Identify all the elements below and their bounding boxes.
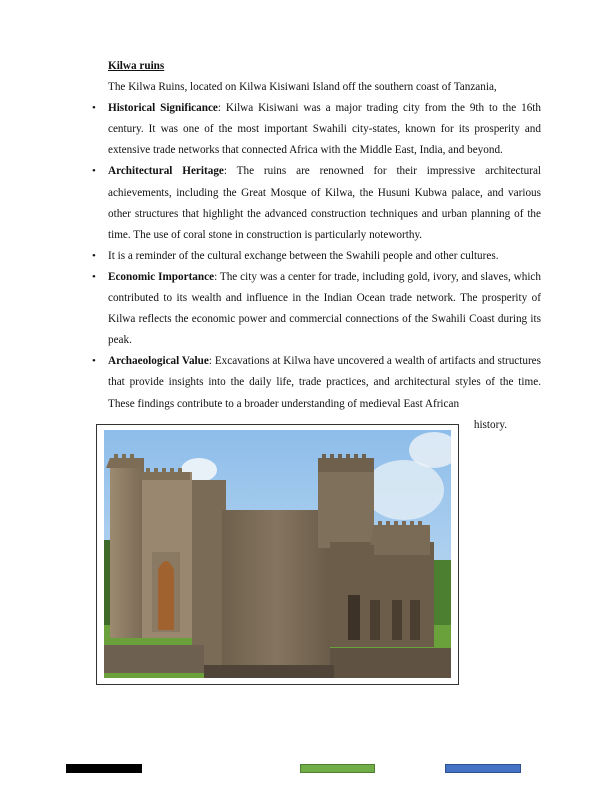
- section-heading: Kilwa ruins: [108, 60, 165, 72]
- bullet-item-cultural-exchange: [92, 246, 541, 267]
- bullet-term: Economic Importance: [108, 270, 215, 283]
- bullet-text: : The ruins are renowned for their impressive architectural achievements, including the Great Mosque of Kilwa, the Husuni Kubwa palace, and various other structures that highlight the advanced construction techniques and urban planning of the time. The use of coral stone in construction is particularly noteworthy.: [108, 165, 542, 241]
- bullet-text: : The city was a center for trade, including gold, ivory, and slaves, which contributed to its wealth and influence in the Indian Ocean trade network. The prosperity of Kilwa reflects the economic power and commercial connections of the Swahili Coast during its peak.: [108, 270, 541, 347]
- bullet-icon: •: [92, 102, 96, 115]
- bullet-text: It is a reminder of the cultural exchange between the Swahili people and other cultures.: [108, 249, 499, 262]
- intro-paragraph: The Kilwa Ruins, located on Kilwa Kisiwani Island off the southern coast of Tanzania,: [108, 81, 497, 94]
- bullet-list: [92, 98, 542, 436]
- kilwa-ruins-photo: [104, 430, 451, 678]
- figure-frame: [96, 424, 459, 685]
- bullet-icon: •: [92, 355, 96, 368]
- bullet-text: : Excavations at Kilwa have uncovered a wealth of artifacts and structures that provide insights into the daily life, trade practices, and architectural styles of the time. These findings contribute to a broader understanding of medieval East African: [108, 355, 541, 410]
- bullet-item-historical-significance: [92, 98, 541, 161]
- ruins-illustration-icon: [104, 430, 451, 678]
- bullet-item-architectural-heritage: [92, 161, 542, 245]
- footer-bar-blue: [445, 764, 521, 773]
- bullet-item-economic-importance: [92, 267, 541, 351]
- footer-bar-black: [66, 764, 142, 773]
- bullet-term: Historical Significance: [108, 102, 218, 115]
- document-body: [92, 56, 542, 436]
- bullet-text: : Kilwa Kisiwani was a major trading city from the 9th to the 16th century. It was one of the most important Swahili city-states, known for its prosperity and extensive trade networks that connected Africa with the Middle East, India, and beyond.: [108, 102, 541, 157]
- bullet-icon: •: [92, 165, 96, 178]
- footer-bar-green: [300, 764, 375, 773]
- bullet-icon: •: [92, 270, 96, 283]
- bullet-trailing-line: history.: [473, 418, 507, 431]
- bullet-term: Archaeological Value: [108, 355, 209, 368]
- bullet-icon: •: [92, 249, 96, 262]
- bullet-term: Architectural Heritage: [108, 165, 224, 178]
